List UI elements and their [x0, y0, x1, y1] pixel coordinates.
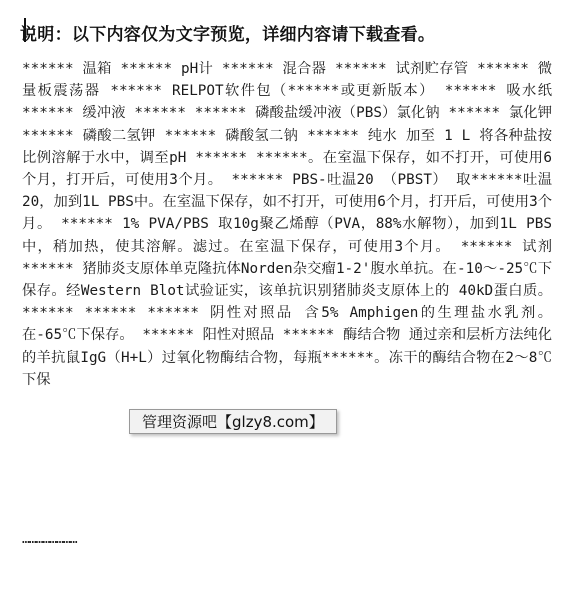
watermark-overlay: 管理资源吧【glzy8.com】 — [129, 409, 337, 434]
continuation-dots: …………………… — [22, 532, 77, 547]
preview-notice: 说明：以下内容仅为文字预览，详细内容请下载查看。 — [20, 25, 436, 45]
document-body: ****** 温箱 ****** pH计 ****** 混合器 ****** 试剂贮存管 ****** 微量板震荡器 ****** RELPOT软件包（******或更新版本） ****** 吸水纸 ****** 缓冲液 ****** ****** 磷酸盐缓冲液（PBS）氯化钠 ****** 氯化钾 ****** 磷酸二氢钾 ****** 磷酸氢二钠 ****** 纯水 加至 1 L 将各种盐按比例溶解于水中，调至pH ****** ******。在室温下保存，如不打开，可使用6个月，打开后，可使用3个月。 ****** PBS-吐温20 （PBST） 取******吐温20，加到1L PBS中。在室温下保存，如不打开，可使用6个月，打开后，可使用3个月。 ****** 1% PVA/PBS 取10g聚乙烯醇（PVA，88%水解物），加到1L PBS中，稍加热，使其溶解。滤过。在室温下保存，可使用3个月。 ****** 试剂 ****** 猪肺炎支原体单克隆抗体Norden杂交瘤1-2'腹水单抗。在-10～-25℃下保存。经Western Blot试验证实，该单抗识别猪肺炎支原体上的 40kD蛋白质。 ****** ****** ****** 阴性对照品 含5% Amphigen的生理盐水乳剂。在-65℃下保存。 ****** 阳性对照品 ****** 酶结合物 通过亲和层析方法纯化的羊抗鼠IgG（H+L）过氧化物酶结合物，每瓶******。冻干的酶结合物在2～8℃下保 — [22, 61, 552, 388]
